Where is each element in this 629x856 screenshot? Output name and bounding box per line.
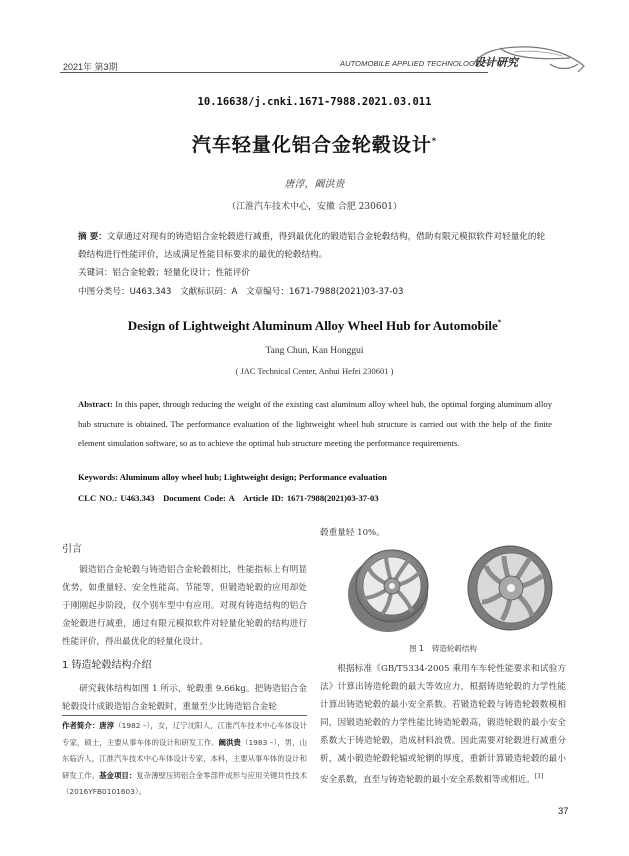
cast-wheel-front-view (348, 550, 428, 632)
cast-wheel-rear-view (468, 546, 552, 630)
footnote-author2-bio: （1983 –），男，山东临沂人，江淮汽车技术中心车体设计专家，本科，主要从事车体的设计和研发工作。 (62, 737, 307, 780)
abstract-cn-label: 摘 要： (78, 232, 107, 242)
section1-paragraph-2-text: 根据标准《GB/T5334-2005 乘用车车轮性能要求和试验方法》计算出铸造轮毂的最大等效应力，根据铸造轮毂的力学性能计算出铸造轮毂的最小安全系数。若锻造轮毂与铸造轮毂数模相同，因锻造轮毂的力学性能比铸造轮毂高，锻造轮毂的最小安全系数大于铸造轮毂，造成材料浪费。因此需要对轮毂进行减重分析，减小锻造轮毂轮辐或轮辋的厚度，重新计算锻造轮毂的最小安全系数，直至与铸造轮毂的最小安全系数相等或相近。 (320, 664, 566, 785)
title-en-footnote-mark: * (497, 318, 502, 327)
footnote-rule (62, 715, 307, 716)
car-logo-icon (470, 42, 590, 76)
title-en-text: Design of Lightweight Aluminum Alloy Wheel Hub for Automobile (127, 318, 498, 333)
author-footnote (62, 718, 307, 801)
intro-paragraph: 锻造铝合金轮毂与铸造铝合金轮毂相比，性能指标上有明显优势，如重量轻、安全性能高、节能等，但锻造轮毂的应用却处于刚刚起步阶段，仅个别车型中有应用。对现有铸造结构的铝合金轮毂进行减重，通过有限元模拟软件对轻量化轮毂的结构进行性能评价，得出最优化的轻量化设计。 (62, 565, 307, 647)
journal-name-en: AUTOMOBILE APPLIED TECHNOLOGY (340, 59, 481, 68)
abstract-en-label: Abstract: (78, 399, 113, 409)
section1-heading: 1 铸造轮毂结构介绍 (62, 660, 152, 671)
affiliation-en: ( JAC Technical Center, Anhui Hefei 230601 ) (235, 366, 394, 376)
section1-paragraph-2 (320, 660, 566, 789)
journal-issue: 2021年 第3期 (63, 62, 118, 72)
keywords-cn: 关键词：铝合金轮毂；轻量化设计；性能评价 (78, 268, 250, 278)
section-label: 设计研究 (474, 56, 518, 69)
affiliation-cn: （江淮汽车技术中心，安徽 合肥 230601） (226, 202, 403, 212)
header-rule (60, 72, 488, 73)
intro-heading: 引言 (62, 544, 82, 555)
footnote-author1-bio: （1982 –），女，辽宁沈阳人，江淮汽车技术中心车体设计专家，硕士，主要从事车体的设计和研发工作。 (62, 721, 307, 747)
footnote-author2: 阚洪贵 (218, 737, 241, 747)
abstract-en (78, 395, 552, 454)
doi: 10.16638/j.cnki.1671-7988.2021.03.011 (197, 96, 432, 108)
title-cn (0, 130, 629, 157)
footnote-author-label: 作者简介： (62, 721, 100, 730)
page-number: 37 (558, 806, 569, 817)
abstract-en-text: In this paper, through reducing the weight of the existing cast aluminum alloy wheel hub, the optimal forging aluminum alloy hub structure is obtained. The performance evaluation of the lightweight wheel hub structure is carried out with the help of the finite element simulation software, so as to achieve the optimal hub structure meeting the performance requirements. (78, 399, 552, 448)
footnote-author1: 唐淳 (99, 721, 115, 730)
clc-en: CLC NO.: U463.343 Document Code: A Article ID: 1671-7988(2021)03-37-03 (78, 493, 379, 503)
clc-cn: 中图分类号：U463.343 文献标识码：A 文章编号：1671-7988(2021)03-37-03 (78, 287, 404, 297)
figure-caption (320, 643, 566, 654)
figure-label: 图 1 (409, 644, 424, 653)
title-en (0, 318, 629, 334)
section1-continued: 毂重量轻 10%。 (320, 528, 385, 538)
keywords-en: Keywords: Aluminum alloy wheel hub; Lightweight design; Performance evaluation (78, 472, 387, 482)
title-cn-text: 汽车轻量化铝合金轮毂设计 (191, 134, 432, 156)
authors-cn: 唐淳，阚洪贵 (284, 179, 345, 190)
abstract-cn-text: 文章通过对现有的铸造铝合金轮毂进行减重，得到最优化的锻造铝合金轮毂结构，借助有限元模拟软件对轻量化的轮毂结构进行性能评价，达成满足性能目标要求的最优的轮毂结构。 (78, 232, 546, 260)
footnote-fund-text: 复杂薄壁压铸铝合金零部件成形与应用关键共性技术（2016YFB0101603）。 (62, 770, 307, 796)
section1-paragraph: 研究载体结构如图 1 所示，轮毂重 9.66kg。把铸造铝合金轮毂设计成锻造铝合金轮毂时，重量至少比铸造铝合金轮 (62, 684, 307, 712)
title-footnote-mark: * (431, 136, 438, 146)
figure-caption-text: 铸造轮毂结构 (431, 644, 477, 653)
footnote-fund-label: 基金项目： (99, 770, 137, 780)
citation-ref[interactable]: [1] (534, 773, 544, 780)
wheel-hub-figure (340, 540, 565, 635)
abstract-cn (78, 228, 552, 264)
authors-en: Tang Chun, Kan Honggui (265, 346, 364, 356)
